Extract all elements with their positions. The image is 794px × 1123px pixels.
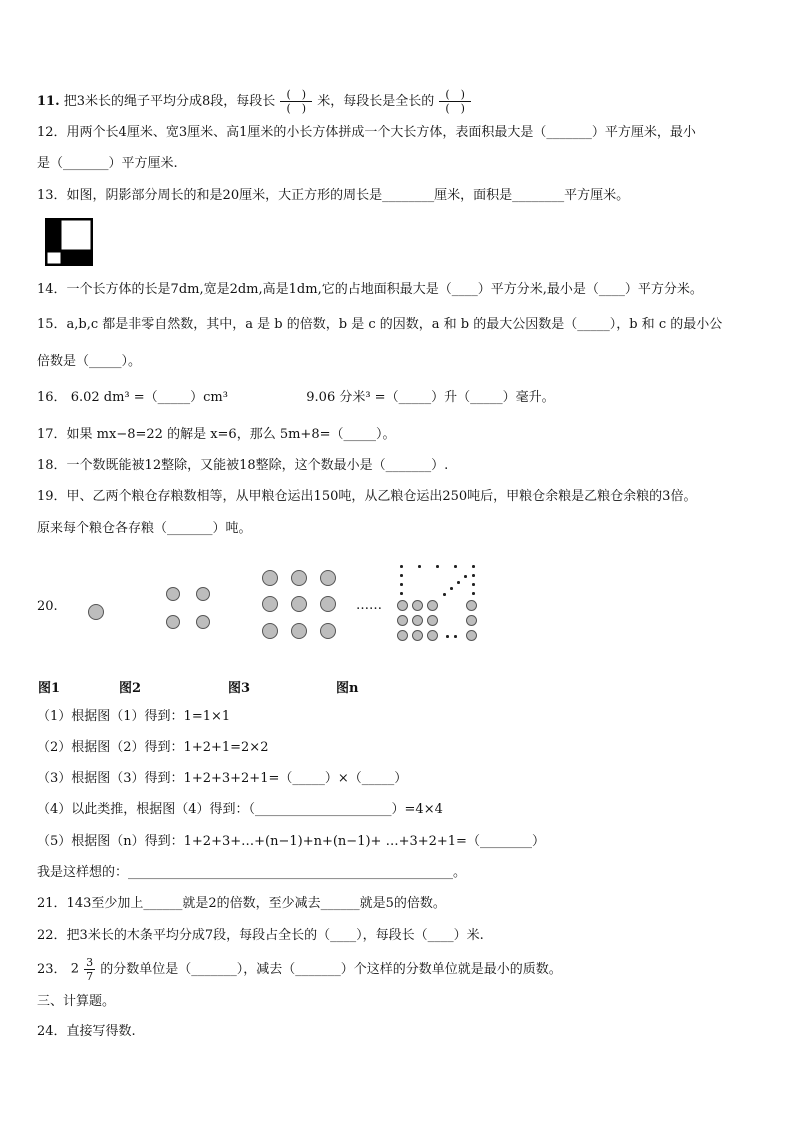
question-16	[37, 389, 555, 407]
fig3-dot	[320, 570, 336, 586]
fig3-dot	[320, 596, 336, 612]
question-23	[37, 956, 562, 983]
fig3-dot	[262, 623, 278, 639]
fig3-dot	[291, 596, 307, 612]
q23-whole: 2	[70, 961, 79, 977]
q23-number: 23．	[37, 962, 67, 977]
q20-item-5: （5）根据图（n）得到：1+2+3+…+(n−1)+n+(n−1)+ …+3+2+1=（________）	[37, 834, 545, 849]
q11-text-a: 把3米长的绳子平均分成8段，每段长	[63, 94, 276, 109]
q11-text-b: 米，每段长是全长的	[317, 94, 435, 109]
q23-mixed-number	[71, 956, 96, 983]
fig-label-3: 图3	[228, 681, 251, 696]
question-19-line-2: 原来每个粮仓各存粮（_______）吨。	[37, 521, 252, 536]
question-22: 22．把3米长的木条平均分成7段，每段占全长的（____），每段长（____）米.	[37, 928, 484, 943]
q20-item-3: （3）根据图（3）得到：1+2+3+2+1=（_____）×（_____）	[37, 771, 408, 786]
fign-figure	[394, 562, 484, 644]
fig3-dot	[262, 596, 278, 612]
fig-label-1: 图1	[38, 681, 61, 696]
question-14: 14．一个长方体的长是7dm,宽是2dm,高是1dm,它的占地面积最大是（____）平方分米,最小是（____）平方分米。	[37, 282, 703, 297]
fig2-dot	[196, 615, 210, 629]
q20-item-1: （1）根据图（1）得到：1=1×1	[37, 709, 231, 724]
question-17: 17．如果 mx−8=22 的解是 x=6，那么 5m+8=（_____）。	[37, 427, 396, 442]
q13-square-figure	[45, 218, 93, 266]
q11-frac1-numerator[interactable]: ( )	[280, 88, 312, 102]
fig3-dot	[262, 570, 278, 586]
fig3-dot	[291, 570, 307, 586]
section-3-heading: 三、计算题。	[37, 994, 116, 1009]
fig-label-n: 图n	[336, 681, 359, 696]
q11-frac2-denominator[interactable]: ( )	[445, 102, 465, 115]
q11-number: 11.	[37, 94, 60, 109]
q23-frac-numerator: 3	[86, 956, 94, 969]
figure-ellipsis: ……	[356, 598, 382, 613]
question-24: 24．直接写得数.	[37, 1024, 136, 1039]
q20-item-2: （2）根据图（2）得到：1+2+1=2×2	[37, 740, 269, 755]
fig2-dot	[166, 615, 180, 629]
question-12-line-1: 12．用两个长4厘米、宽3厘米、高1厘米的小长方体拼成一个大长方体，表面积最大是（_______）平方厘米，最小	[37, 125, 696, 140]
fig-label-2: 图2	[119, 681, 142, 696]
q11-frac2-numerator[interactable]: ( )	[439, 88, 471, 102]
question-13: 13．如图，阴影部分周长的和是20厘米，大正方形的周长是________厘米，面积是________平方厘米。	[37, 188, 630, 203]
question-21: 21．143至少加上______就是2的倍数，至少减去______就是5的倍数。	[37, 896, 446, 911]
q11-fraction-1	[280, 88, 312, 115]
question-15-line-2: 倍数是（_____）。	[37, 354, 142, 369]
question-15-line-1: 15．a,b,c 都是非零自然数，其中，a 是 b 的倍数，b 是 c 的因数，a 和 b 的最大公因数是（_____），b 和 c 的最小公	[37, 317, 723, 332]
question-11	[37, 88, 472, 115]
q23-text: 的分数单位是（_______），减去（_______）个这样的分数单位就是最小的质数。	[100, 962, 562, 977]
question-18: 18．一个数既能被12整除，又能被18整除，这个数最小是（_______）.	[37, 458, 449, 473]
q16-part-1: 6.02 dm³ =（_____）cm³	[70, 390, 228, 405]
q23-frac-denominator: 7	[86, 970, 94, 983]
q11-fraction-2	[439, 88, 471, 115]
q20-number: 20.	[37, 599, 58, 614]
q23-fraction	[84, 956, 95, 983]
question-19-line-1: 19．甲、乙两个粮仓存粮数相等，从甲粮仓运出150吨，从乙粮仓运出250吨后，甲粮仓余粮是乙粮仓余粮的3倍。	[37, 489, 697, 504]
q16-number: 16．	[37, 390, 67, 405]
fig3-dot	[320, 623, 336, 639]
fig2-dot	[196, 587, 210, 601]
fig1-dot	[88, 604, 104, 620]
fig3-dot	[291, 623, 307, 639]
q20-think-line: 我是这样想的：__________________________________________________。	[37, 865, 467, 880]
q16-part-2: 9.06 分米³ =（_____）升（_____）毫升。	[306, 390, 555, 405]
q11-frac1-denominator[interactable]: ( )	[286, 102, 307, 115]
q20-item-4: （4）以此类推，根据图（4）得到：（_____________________）=4×4	[37, 802, 443, 817]
question-12-line-2: 是（_______）平方厘米.	[37, 156, 178, 171]
fig2-dot	[166, 587, 180, 601]
